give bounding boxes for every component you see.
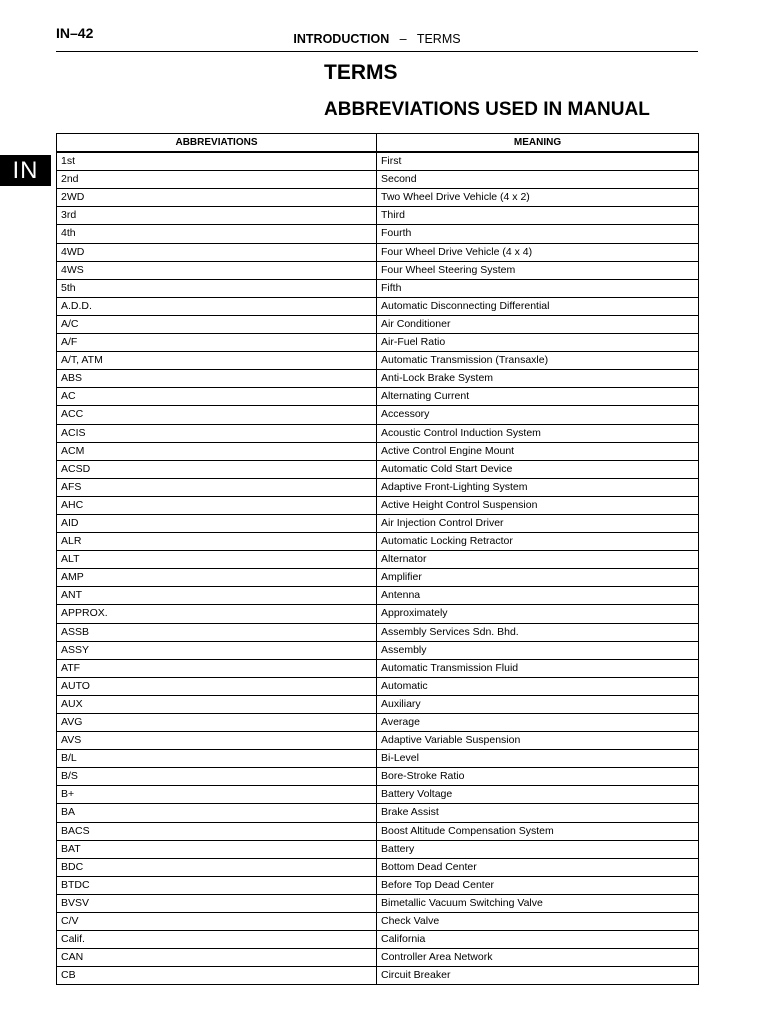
meaning-cell: First [377,152,699,171]
table-row [57,569,699,587]
table-row [57,677,699,695]
abbreviation-cell: CB [57,967,377,985]
table-row [57,406,699,424]
abbreviation-cell: ALR [57,533,377,551]
meaning-cell: Automatic Transmission (Transaxle) [377,352,699,370]
table-row [57,334,699,352]
table-row [57,659,699,677]
meaning-cell: Second [377,171,699,189]
table-row [57,460,699,478]
meaning-cell: Anti-Lock Brake System [377,370,699,388]
meaning-cell: Before Top Dead Center [377,876,699,894]
meaning-cell: Brake Assist [377,804,699,822]
abbreviation-cell: Calif. [57,931,377,949]
table-row [57,605,699,623]
meaning-cell: Battery [377,840,699,858]
column-header-meaning: MEANING [377,134,699,153]
table-row [57,840,699,858]
meaning-cell: Bi-Level [377,750,699,768]
table-row [57,949,699,967]
meaning-cell: Air-Fuel Ratio [377,334,699,352]
meaning-cell: Check Valve [377,913,699,931]
abbreviation-cell: AVS [57,732,377,750]
meaning-cell: California [377,931,699,949]
table-row [57,894,699,912]
abbreviation-cell: C/V [57,913,377,931]
table-row [57,424,699,442]
abbreviation-cell: A.D.D. [57,297,377,315]
abbreviation-cell: 4th [57,225,377,243]
table-row [57,623,699,641]
page-subtitle: ABBREVIATIONS USED IN MANUAL [324,99,650,120]
page-number: IN–42 [56,25,94,41]
table-row [57,768,699,786]
meaning-cell: Four Wheel Steering System [377,261,699,279]
abbreviation-cell: AFS [57,478,377,496]
table-row [57,931,699,949]
abbreviation-cell: AUTO [57,677,377,695]
abbreviation-cell: AVG [57,714,377,732]
abbreviation-cell: B+ [57,786,377,804]
meaning-cell: Two Wheel Drive Vehicle (4 x 2) [377,189,699,207]
meaning-cell: Assembly [377,641,699,659]
table-row [57,370,699,388]
meaning-cell: Approximately [377,605,699,623]
meaning-cell: Third [377,207,699,225]
abbreviation-cell: ABS [57,370,377,388]
table-row [57,822,699,840]
table-row [57,587,699,605]
abbreviation-cell: 5th [57,279,377,297]
abbreviation-cell: 3rd [57,207,377,225]
page-title: TERMS [324,61,398,84]
abbreviation-cell: BTDC [57,876,377,894]
abbreviation-cell: B/S [57,768,377,786]
table-row [57,804,699,822]
table-header-row [57,134,699,153]
meaning-cell: Amplifier [377,569,699,587]
table-row [57,171,699,189]
table-row [57,750,699,768]
meaning-cell: Controller Area Network [377,949,699,967]
table-row [57,714,699,732]
table-row [57,297,699,315]
table-row [57,152,699,171]
running-header [56,32,698,46]
table-row [57,732,699,750]
table-row [57,641,699,659]
meaning-cell: Fourth [377,225,699,243]
table-row [57,913,699,931]
table-row [57,695,699,713]
table-row [57,876,699,894]
table-row [57,243,699,261]
meaning-cell: Air Injection Control Driver [377,514,699,532]
table-row [57,189,699,207]
abbreviation-cell: AC [57,388,377,406]
abbreviation-cell: ALT [57,551,377,569]
meaning-cell: Active Control Engine Mount [377,442,699,460]
table-row [57,533,699,551]
abbreviation-cell: B/L [57,750,377,768]
header-topic: TERMS [416,32,461,46]
abbreviation-cell: ACIS [57,424,377,442]
table-row [57,478,699,496]
abbreviation-cell: ATF [57,659,377,677]
meaning-cell: Automatic Locking Retractor [377,533,699,551]
abbreviation-cell: ACSD [57,460,377,478]
abbreviation-cell: A/C [57,315,377,333]
meaning-cell: Battery Voltage [377,786,699,804]
table-row [57,551,699,569]
meaning-cell: Bimetallic Vacuum Switching Valve [377,894,699,912]
meaning-cell: Automatic Cold Start Device [377,460,699,478]
meaning-cell: Adaptive Front-Lighting System [377,478,699,496]
abbreviation-cell: 2nd [57,171,377,189]
abbreviation-cell: ANT [57,587,377,605]
table-row [57,315,699,333]
abbreviation-cell: A/F [57,334,377,352]
meaning-cell: Assembly Services Sdn. Bhd. [377,623,699,641]
abbreviation-cell: AID [57,514,377,532]
table-row [57,207,699,225]
abbreviation-cell: 2WD [57,189,377,207]
abbreviation-cell: ASSB [57,623,377,641]
abbreviations-table [56,133,699,985]
abbreviation-cell: BDC [57,858,377,876]
meaning-cell: Boost Altitude Compensation System [377,822,699,840]
table-row [57,496,699,514]
abbreviation-cell: 4WS [57,261,377,279]
table-row [57,514,699,532]
abbreviation-cell: BA [57,804,377,822]
meaning-cell: Fifth [377,279,699,297]
meaning-cell: Bore-Stroke Ratio [377,768,699,786]
meaning-cell: Auxiliary [377,695,699,713]
meaning-cell: Average [377,714,699,732]
meaning-cell: Active Height Control Suspension [377,496,699,514]
meaning-cell: Automatic [377,677,699,695]
meaning-cell: Air Conditioner [377,315,699,333]
meaning-cell: Acoustic Control Induction System [377,424,699,442]
abbreviation-cell: AUX [57,695,377,713]
table-row [57,279,699,297]
abbreviation-cell: ASSY [57,641,377,659]
abbreviation-cell: A/T, ATM [57,352,377,370]
table-row [57,225,699,243]
abbreviation-cell: 4WD [57,243,377,261]
abbreviation-cell: ACM [57,442,377,460]
meaning-cell: Antenna [377,587,699,605]
meaning-cell: Four Wheel Drive Vehicle (4 x 4) [377,243,699,261]
meaning-cell: Adaptive Variable Suspension [377,732,699,750]
header-divider [56,51,698,52]
table-row [57,858,699,876]
table-row [57,352,699,370]
table-row [57,786,699,804]
abbreviation-cell: BACS [57,822,377,840]
table-row [57,261,699,279]
table-row [57,967,699,985]
abbreviation-cell: AMP [57,569,377,587]
abbreviation-cell: AHC [57,496,377,514]
abbreviation-cell: BAT [57,840,377,858]
abbreviation-cell: BVSV [57,894,377,912]
table-body [57,152,699,985]
column-header-abbreviations: ABBREVIATIONS [57,134,377,153]
table-row [57,442,699,460]
table-row [57,388,699,406]
header-section: INTRODUCTION [293,32,390,46]
abbreviation-cell: 1st [57,152,377,171]
meaning-cell: Accessory [377,406,699,424]
meaning-cell: Automatic Disconnecting Differential [377,297,699,315]
abbreviation-cell: CAN [57,949,377,967]
meaning-cell: Alternating Current [377,388,699,406]
section-tab: IN [0,155,51,186]
meaning-cell: Circuit Breaker [377,967,699,985]
meaning-cell: Alternator [377,551,699,569]
meaning-cell: Automatic Transmission Fluid [377,659,699,677]
header-separator: – [399,32,407,46]
abbreviation-cell: APPROX. [57,605,377,623]
abbreviation-cell: ACC [57,406,377,424]
meaning-cell: Bottom Dead Center [377,858,699,876]
